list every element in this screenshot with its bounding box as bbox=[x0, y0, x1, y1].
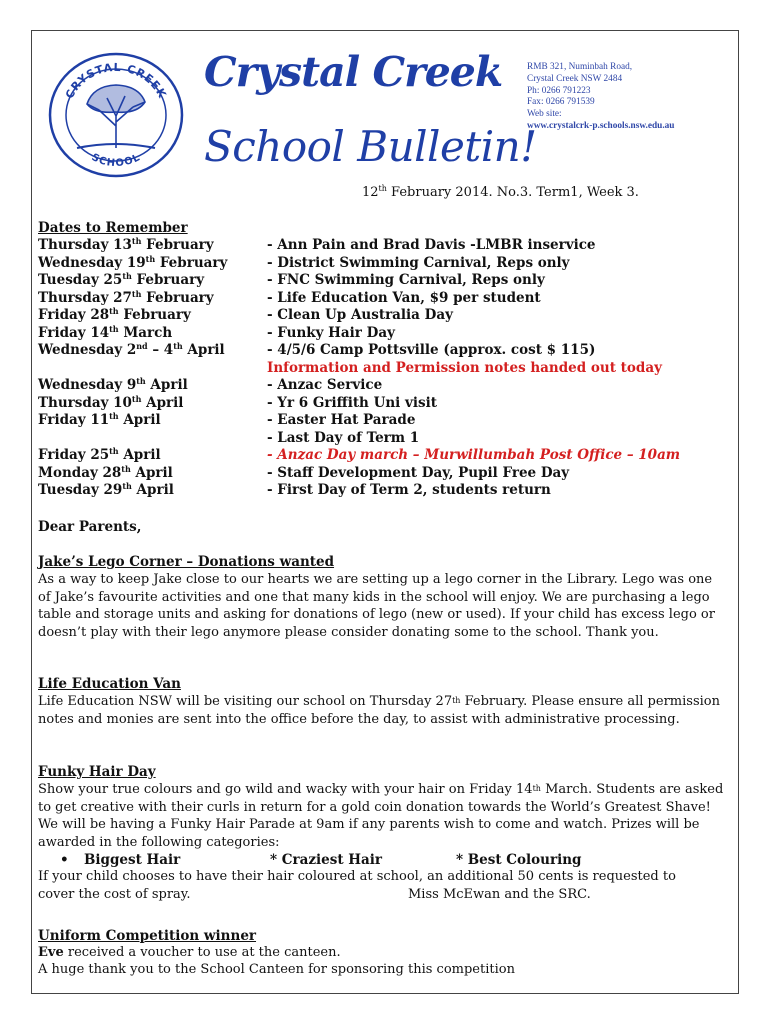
date-row: Thursday 27th February bbox=[38, 289, 214, 306]
date-row: Tuesday 29th April bbox=[38, 481, 174, 498]
school-logo bbox=[47, 52, 185, 178]
category-item: Biggest Hair bbox=[84, 852, 181, 868]
date-row: Wednesday 9th April bbox=[38, 376, 188, 393]
event-item: - Funky Hair Day bbox=[267, 325, 395, 341]
date-row: Wednesday 2nd – 4th April bbox=[38, 341, 225, 358]
date-row: Monday 28th April bbox=[38, 464, 173, 481]
bullet-icon: • bbox=[60, 852, 69, 868]
issue-date: 12th February 2014. No.3. Term1, Week 3. bbox=[362, 184, 639, 200]
event-item: - Life Education Van, $9 per student bbox=[267, 290, 541, 306]
event-item: - Clean Up Australia Day bbox=[267, 307, 453, 323]
logo-top-text: CRYSTAL CREEK bbox=[62, 60, 170, 101]
event-item-red: - Anzac Day march – Murwillumbah Post Office – 10am bbox=[267, 447, 681, 463]
category-item: * Best Colouring bbox=[456, 852, 582, 868]
uniform-heading: Uniform Competition winner bbox=[38, 928, 257, 944]
fax: Fax: 0266 791539 bbox=[527, 97, 595, 108]
signature: Miss McEwan and the SRC. bbox=[408, 887, 591, 902]
phone: Ph: 0266 791223 bbox=[527, 85, 591, 96]
school-name: Crystal Creek bbox=[204, 48, 503, 96]
event-item: - District Swimming Carnival, Reps only bbox=[267, 255, 570, 271]
date-row: Friday 14th March bbox=[38, 324, 173, 341]
date-row: Thursday 13th February bbox=[38, 236, 214, 253]
event-item: - Anzac Service bbox=[267, 377, 383, 393]
address-line-2: Crystal Creek NSW 2484 bbox=[527, 73, 623, 84]
greeting: Dear Parents, bbox=[38, 519, 142, 535]
date-row: Friday 11th April bbox=[38, 411, 161, 428]
event-item: - Last Day of Term 1 bbox=[267, 430, 420, 446]
lego-heading: Jake’s Lego Corner – Donations wanted bbox=[38, 554, 335, 570]
funky-body: Show your true colours and go wild and wacky with your hair on Friday 14th March. Students are asked to get creative with their curls in return for a gold coin donation towards the World’s Greatest Shave! We will be having a Funky Hair Parade at 9am if any parents wish to come and watch. Prizes will be awarded in the following categories: bbox=[38, 782, 724, 850]
funky-heading: Funky Hair Day bbox=[38, 764, 156, 780]
uniform-winner: Eve received a voucher to use at the canteen. bbox=[38, 945, 341, 960]
event-note-red: Information and Permission notes handed out today bbox=[267, 360, 662, 376]
life-ed-heading: Life Education Van bbox=[38, 676, 181, 692]
funky-body-end: cover the cost of spray. bbox=[38, 887, 191, 902]
event-item: - Staff Development Day, Pupil Free Day bbox=[267, 465, 570, 481]
date-row: Friday 25th April bbox=[38, 446, 161, 463]
lego-body: As a way to keep Jake close to our hearts we are setting up a lego corner in the Library. Lego was one of Jake’s favourite activities and one that many kids in the school will enjoy. We are purchasing a lego table and storage units and asking for donations of lego (new or used). If your child has excess lego or doesn’t play with their lego anymore please consider donating some to the school. Thank you. bbox=[38, 572, 715, 640]
date-row: Friday 28th February bbox=[38, 306, 191, 323]
event-item: - Ann Pain and Brad Davis -LMBR inservice bbox=[267, 237, 596, 253]
logo-bottom-text: SCHOOL bbox=[89, 152, 143, 170]
category-item: * Craziest Hair bbox=[270, 852, 383, 868]
date-row: Wednesday 19th February bbox=[38, 254, 228, 271]
date-row: Thursday 10th April bbox=[38, 394, 184, 411]
web-label: Web site: bbox=[527, 109, 562, 120]
event-item: - First Day of Term 2, students return bbox=[267, 482, 551, 498]
funky-body-extra: If your child chooses to have their hair coloured at school, an additional 50 cents is requested to bbox=[38, 869, 676, 884]
date-row: Tuesday 25th February bbox=[38, 271, 205, 288]
contact-block bbox=[527, 62, 674, 133]
uniform-thanks: A huge thank you to the School Canteen for sponsoring this competition bbox=[38, 962, 515, 977]
bulletin-title: School Bulletin! bbox=[204, 122, 537, 171]
life-ed-body: Life Education NSW will be visiting our school on Thursday 27th February. Please ensure all permission notes and monies are sent into the office before the day, to assist with administrative processing. bbox=[38, 694, 720, 727]
website-link[interactable]: www.crystalcrk-p.schools.nsw.edu.au bbox=[527, 120, 675, 131]
address-line-1: RMB 321, Numinbah Road, bbox=[527, 62, 633, 72]
event-item: - 4/5/6 Camp Pottsville (approx. cost $ 115) bbox=[267, 342, 596, 358]
event-item: - FNC Swimming Carnival, Reps only bbox=[267, 272, 545, 288]
dates-heading: Dates to Remember bbox=[38, 220, 188, 236]
event-item: - Easter Hat Parade bbox=[267, 412, 416, 428]
event-item: - Yr 6 Griffith Uni visit bbox=[267, 395, 437, 411]
svg-text:SCHOOL bbox=[90, 152, 143, 169]
